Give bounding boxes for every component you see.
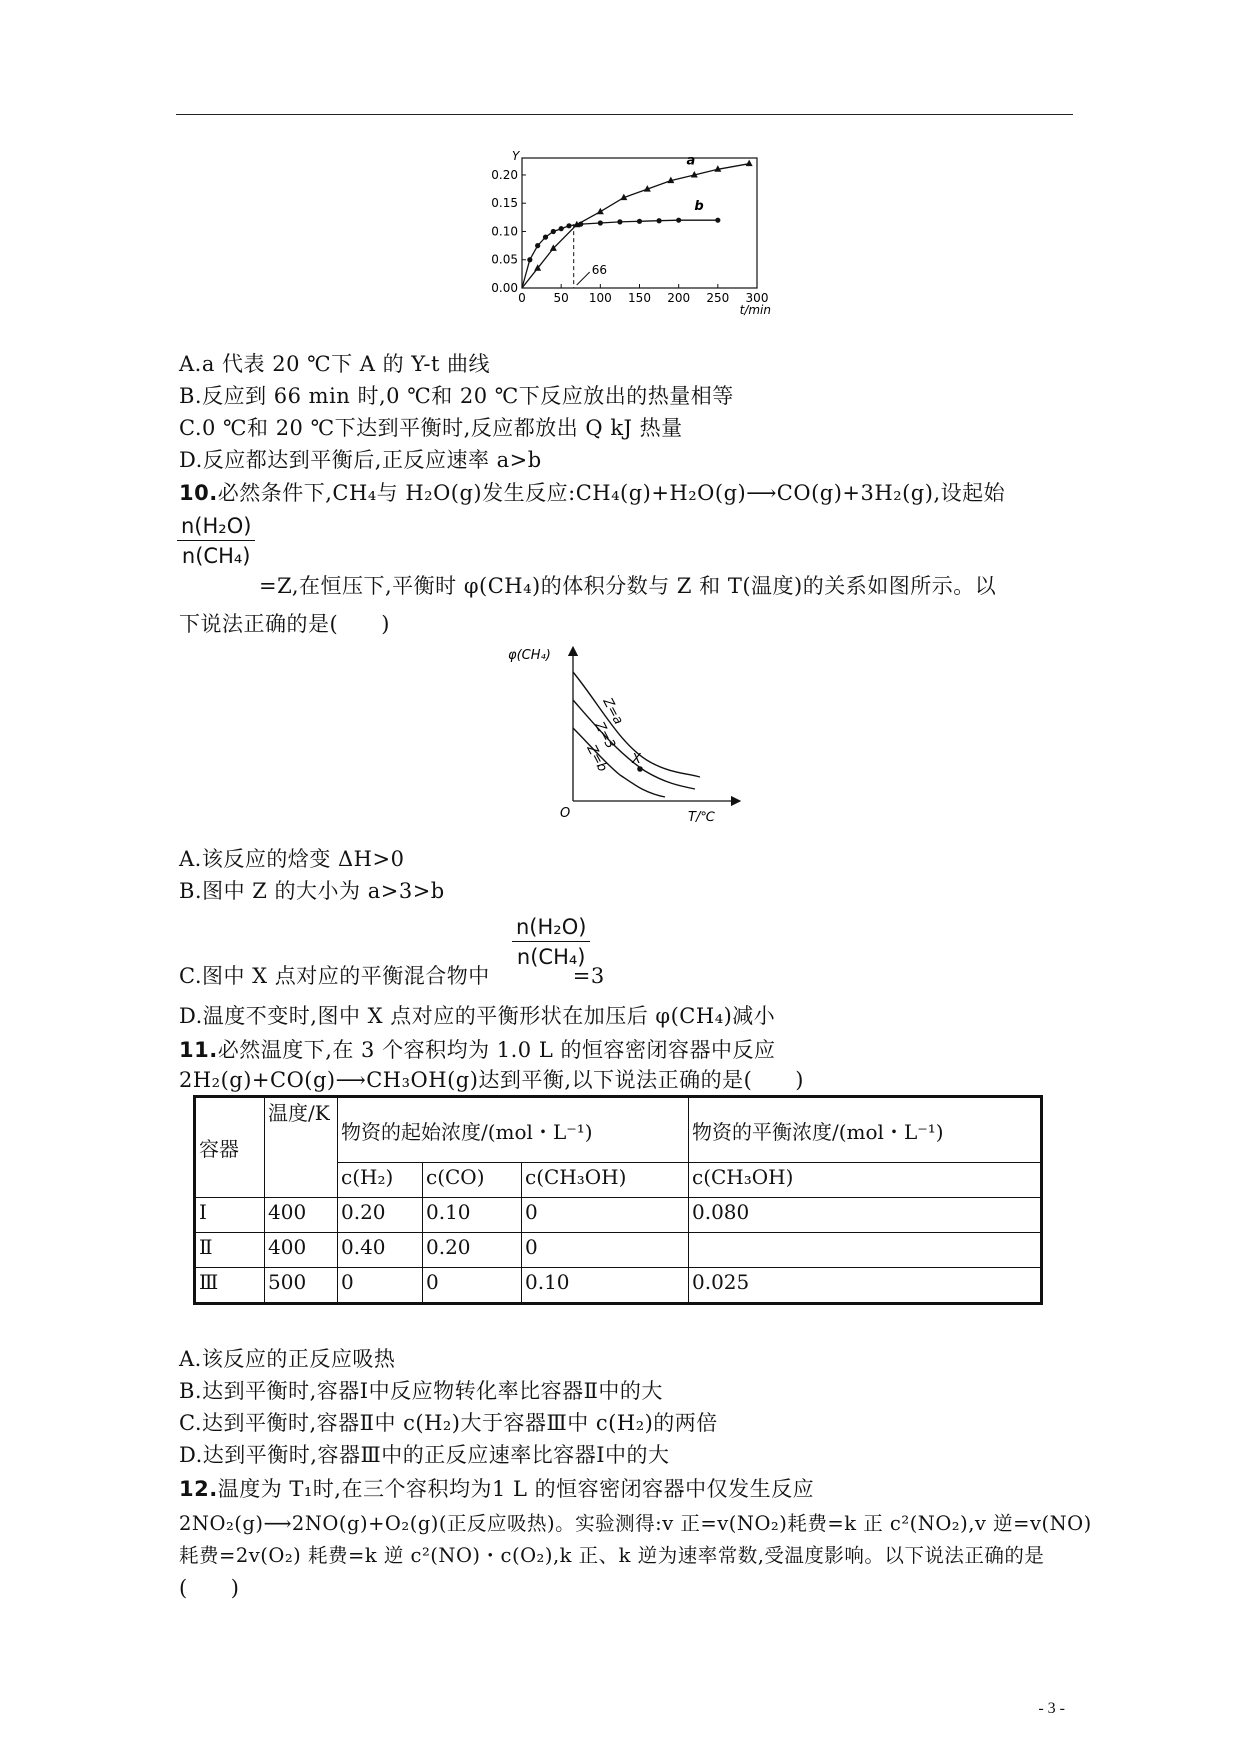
q11-option-d: D.达到平衡时,容器Ⅲ中的正反应速率比容器Ⅰ中的大 <box>179 1443 670 1467</box>
header-eq-conc: 物资的平衡浓度/(mol・L⁻¹) <box>689 1097 1042 1163</box>
q10-c-fraction-denominator: n(CH₄) <box>516 945 586 969</box>
x-tick-label: 250 <box>706 291 730 305</box>
q12-stem-4: ( ) <box>179 1576 240 1600</box>
subheader-c-ch3oh: c(CH₃OH) <box>522 1163 689 1198</box>
data-point-b <box>559 226 564 231</box>
x-tick-label: 0 <box>518 291 526 305</box>
q10-stem-3: 下说法正确的是( ) <box>179 612 390 636</box>
q10-option-c <box>179 962 605 990</box>
q10-stem-1: 必然条件下,CH₄与 H₂O(g)发生反应:CH₄(g)+H₂O(g)⟶CO(g)+3H₂(g),设起始 <box>217 481 1006 505</box>
q11-stem-line-1 <box>179 1036 775 1064</box>
cell: 0 <box>522 1233 689 1268</box>
q9-option-d: D.反应都达到平衡后,正反应速率 a>b <box>179 448 542 472</box>
header-start-conc: 物资的起始浓度/(mol・L⁻¹) <box>338 1097 689 1163</box>
point-x <box>637 766 643 772</box>
data-point-b <box>566 223 571 228</box>
data-point-b <box>543 235 548 240</box>
header-temperature: 温度/K <box>265 1097 338 1198</box>
data-point-b <box>551 229 556 234</box>
q10-fraction-denominator: n(CH₄) <box>181 544 251 568</box>
cell: Ⅱ <box>195 1233 265 1268</box>
cell: 0 <box>423 1268 522 1304</box>
annotation-label: 66 <box>591 263 607 277</box>
curve-label-z-b: Z=b <box>583 742 610 775</box>
y-axis-label: Y <box>512 149 520 163</box>
data-point-b <box>535 243 540 248</box>
annotation-arrow <box>577 272 590 285</box>
cell: 0 <box>522 1198 689 1233</box>
x-axis-label: t/min <box>739 303 771 317</box>
cell: 500 <box>265 1268 338 1304</box>
x-tick-label: 50 <box>553 291 569 305</box>
table-header-row <box>195 1097 1042 1163</box>
data-point-b <box>598 220 603 225</box>
q10-option-c-post: =3 <box>572 964 605 988</box>
q11-stem-2: 2H₂(g)+CO(g)⟶CH₃OH(g)达到平衡,以下说法正确的是( ) <box>179 1068 804 1092</box>
q9-option-c: C.0 ℃和 20 ℃下达到平衡时,反应都放出 Q kJ 热量 <box>179 416 683 440</box>
phi-axis-label: φ(CH₄) <box>508 648 551 663</box>
x-tick-label: 100 <box>588 291 612 305</box>
page-number: - 3 - <box>1038 1700 1065 1717</box>
q11-number: 11. <box>179 1038 218 1062</box>
cell: 400 <box>265 1198 338 1233</box>
origin-label: O <box>560 806 571 821</box>
q10-stem-line-1 <box>179 479 1005 507</box>
q12-stem-1: 温度为 T₁时,在三个容积均为1 L 的恒容密闭容器中仅发生反应 <box>217 1477 815 1501</box>
q10-number: 10. <box>179 481 218 505</box>
curve-label-z-a: Z=a <box>599 695 626 728</box>
table-row <box>195 1233 1042 1268</box>
y-tick-label: 0.00 <box>491 281 518 295</box>
y-tick-label: 0.10 <box>491 224 518 239</box>
q11-option-c: C.达到平衡时,容器Ⅱ中 c(H₂)大于容器Ⅲ中 c(H₂)的两倍 <box>179 1411 718 1435</box>
series-label-a: a <box>686 153 696 169</box>
table-row <box>195 1198 1042 1233</box>
header-rule <box>176 114 1073 115</box>
q12-number: 12. <box>179 1477 218 1501</box>
cell: 0 <box>338 1268 423 1304</box>
t-axis-label: T/℃ <box>688 810 715 825</box>
header-container: 容器 <box>195 1097 265 1198</box>
curve-label-z-3: Z=3 <box>591 719 618 752</box>
x-tick-label: 300 <box>745 291 769 305</box>
data-point-b <box>617 219 622 224</box>
q10-stem-2: =Z,在恒压下,平衡时 φ(CH₄)的体积分数与 Z 和 T(温度)的关系如图所示。以 <box>259 574 997 598</box>
q10-option-d: D.温度不变时,图中 X 点对应的平衡形状在加压后 φ(CH₄)减小 <box>179 1004 776 1028</box>
y-t-plot <box>491 149 771 317</box>
q11-stem-1: 必然温度下,在 3 个容积均为 1.0 L 的恒容密闭容器中反应 <box>217 1038 776 1062</box>
q10-fraction-numerator: n(H₂O) <box>181 514 252 538</box>
cell: Ⅲ <box>195 1268 265 1304</box>
cell: 400 <box>265 1233 338 1268</box>
data-point-b <box>676 218 681 223</box>
q12-stem-2: 2NO₂(g)⟶2NO(g)+O₂(g)(正反应吸热)。实验测得:v 正=v(NO₂)耗费=k 正 c²(NO₂),v 逆=v(NO) <box>179 1512 1092 1535</box>
q9-option-b: B.反应到 66 min 时,0 ℃和 20 ℃下反应放出的热量相等 <box>179 384 734 408</box>
data-point-b <box>578 222 583 227</box>
x-tick-label: 200 <box>667 291 691 305</box>
q9-option-a: A.a 代表 20 ℃下 A 的 Y-t 曲线 <box>179 352 491 376</box>
q10-c-fraction <box>512 915 590 969</box>
data-point-b <box>527 257 532 262</box>
cell: 0.20 <box>423 1233 522 1268</box>
cell: 0.080 <box>689 1198 1042 1233</box>
q11-data-table <box>193 1095 1043 1305</box>
y-tick-label: 0.15 <box>491 196 518 211</box>
data-point-b <box>715 218 720 223</box>
y-tick-label: 0.20 <box>491 167 518 182</box>
cell: 0.025 <box>689 1268 1042 1304</box>
q10-option-b: B.图中 Z 的大小为 a>3>b <box>179 879 445 903</box>
q10-option-c-pre: C.图中 X 点对应的平衡混合物中 <box>179 964 490 988</box>
phi-temperature-diagram <box>508 645 740 825</box>
cell <box>689 1233 1042 1268</box>
cell: Ⅰ <box>195 1198 265 1233</box>
subheader-c-ch3oh-eq: c(CH₃OH) <box>689 1163 1042 1198</box>
subheader-c-h2: c(H₂) <box>338 1163 423 1198</box>
table-row <box>195 1268 1042 1304</box>
series-line-a <box>522 164 749 288</box>
q10-c-fraction-numerator: n(H₂O) <box>516 915 587 939</box>
q10-option-a: A.该反应的焓变 ΔH>0 <box>179 847 405 871</box>
q10-ratio-fraction <box>177 514 255 568</box>
data-point-a <box>746 160 753 167</box>
cell: 0.10 <box>522 1268 689 1304</box>
y-t-chart <box>470 148 770 323</box>
q11-option-a: A.该反应的正反应吸热 <box>179 1347 396 1371</box>
q11-option-b: B.达到平衡时,容器Ⅰ中反应物转化率比容器Ⅱ中的大 <box>179 1379 663 1403</box>
subheader-c-co: c(CO) <box>423 1163 522 1198</box>
data-point-b <box>656 218 661 223</box>
q12-stem-line-1 <box>179 1475 814 1503</box>
q12-stem-3: 耗费=2v(O₂) 耗费=k 逆 c²(NO)・c(O₂),k 正、k 逆为速率常数,受温度影响。以下说法正确的是 <box>179 1544 1045 1567</box>
y-tick-label: 0.05 <box>491 252 518 267</box>
data-point-b <box>637 219 642 224</box>
x-tick-label: 150 <box>628 291 651 305</box>
cell: 0.10 <box>423 1198 522 1233</box>
cell: 0.40 <box>338 1233 423 1268</box>
cell: 0.20 <box>338 1198 423 1233</box>
series-label-b: b <box>694 199 704 215</box>
point-x-label: X <box>632 752 641 767</box>
